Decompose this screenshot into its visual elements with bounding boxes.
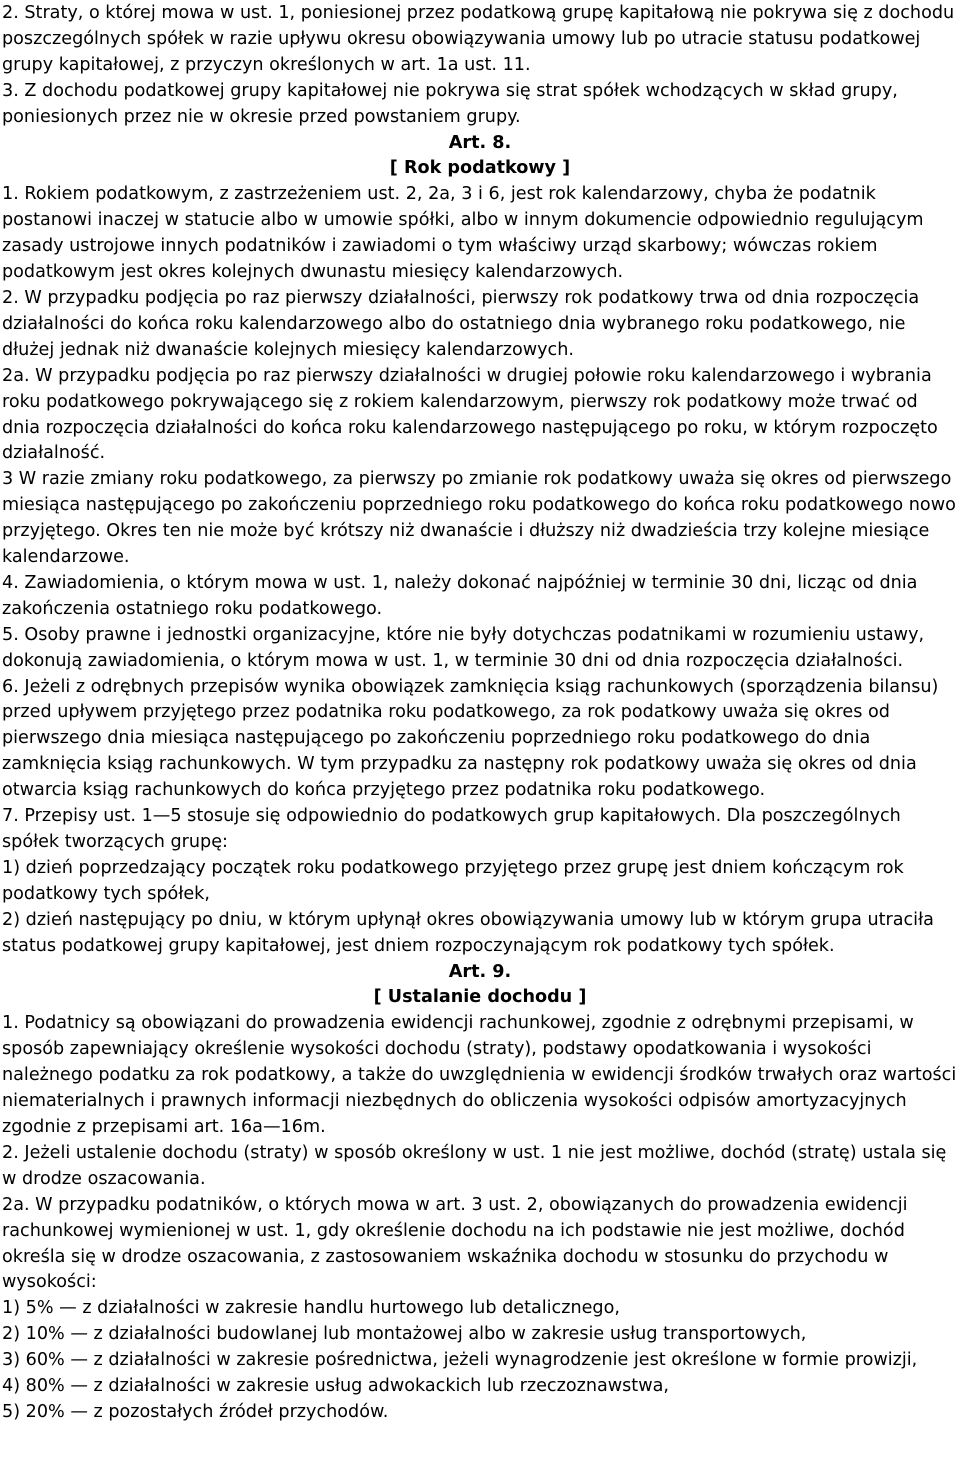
- list-item-art9-pkt2: 2) 10% — z działalności budowlanej lub montażowej albo w zakresie usług transportowych,: [2, 1324, 807, 1345]
- paragraph-art8-ust7: 7. Przepisy ust. 1—5 stosuje się odpowiednio do podatkowych grup kapitałowych. Dla poszczególnych spółek tworzących grupę:: [2, 806, 901, 852]
- paragraph-art8-ust1: 1. Rokiem podatkowym, z zastrzeżeniem ust. 2, 2a, 3 i 6, jest rok kalendarzowy, chyba że podatnik postanowi inaczej w statucie albo w umowie spółki, albo w innym dokumencie odpowiednio regulującym zasady ustrojowe innych podatników i zawiadomi o tym właściwy urząd skarbowy; wówczas rokiem podatkowym jest okres kolejnych dwunastu miesięcy kalendarzowych.: [2, 184, 924, 283]
- paragraph-art8-ust6: 6. Jeżeli z odrębnych przepisów wynika obowiązek zamknięcia ksiąg rachunkowych (sporządzenia bilansu) przed upływem przyjętego przez podatnika roku podatkowego, za rok podatkowy uważa się okres od pierwszego dnia miesiąca następującego po zakończeniu poprzedniego roku podatkowego do dnia zamknięcia ksiąg rachunkowych. W tym przypadku za następny rok podatkowy uważa się okres od dnia otwarcia ksiąg rachunkowych do końca przyjętego przez podatnika roku podatkowego.: [2, 676, 939, 801]
- list-item-art9-pkt3: 3) 60% — z działalności w zakresie pośrednictwa, jeżeli wynagrodzenie jest określone w formie prowizji,: [2, 1350, 918, 1371]
- paragraph-art8-ust3: 3 W razie zmiany roku podatkowego, za pierwszy po zmianie rok podatkowy uważa się okres od pierwszego miesiąca następującego po zakończeniu poprzedniego roku podatkowego do końca roku podatkowego nowo przyjętego. Okres ten nie może być krótszy niż dwanaście i dłuższy niż dwadzieścia trzy kolejne miesiące kalendarzowe.: [2, 469, 956, 568]
- article-title-ustalanie-dochodu: [ Ustalanie dochodu ]: [373, 987, 587, 1008]
- paragraph-art9-ust2: 2. Jeżeli ustalenie dochodu (straty) w sposób określony w ust. 1 nie jest możliwe, dochód (stratę) ustala się w drodze oszacowania.: [2, 1142, 947, 1189]
- paragraph-art8-ust2a: 2a. W przypadku podjęcia po raz pierwszy działalności w drugiej połowie roku kalendarzowego i wybrania roku podatkowego pokrywającego się z rokiem kalendarzowym, pierwszy rok podatkowy może trwać od dnia rozpoczęcia działalności do końca roku kalendarzowego następującego po roku, w którym rozpoczęto działalność.: [2, 365, 938, 464]
- list-item-art9-pkt4: 4) 80% — z działalności w zakresie usług adwokackich lub rzeczoznawstwa,: [2, 1376, 669, 1397]
- article-heading-art9: Art. 9.: [448, 961, 512, 982]
- paragraph-art9-ust1: 1. Podatnicy są obowiązani do prowadzenia ewidencji rachunkowej, zgodnie z odrębnymi przepisami, w sposób zapewniający określenie wysokości dochodu (straty), podstawy opodatkowania i wysokości należnego podatku za rok podatkowy, a także do uwzględnienia w ewidencji środków trwałych oraz wartości niematerialnych i prawnych informacji niezbędnych do obliczenia wysokości odpisów amortyzacyjnych zgodnie z przepisami art. 16a—16m.: [2, 1013, 957, 1137]
- paragraph-art8-ust2: 2. W przypadku podjęcia po raz pierwszy działalności, pierwszy rok podatkowy trwa od dnia rozpoczęcia działalności do końca roku kalendarzowego albo do ostatniego dnia wybranego roku podatkowego, nie dłużej jednak niż dwanaście kolejnych miesięcy kalendarzowych.: [2, 287, 920, 360]
- list-item-art8-ust7-pkt2: 2) dzień następujący po dniu, w którym upłynął okres obowiązywania umowy lub w którym grupa utraciła status podatkowej grupy kapitałowej, jest dniem rozpoczynającym rok podatkowy tych spółek.: [2, 909, 934, 956]
- article-heading-art8: Art. 8.: [448, 132, 512, 153]
- list-item-art8-ust7-pkt1: 1) dzień poprzedzający początek roku podatkowego przyjętego przez grupę jest dniem kończącym rok podatkowy tych spółek,: [2, 857, 904, 904]
- paragraph-art9-ust2a: 2a. W przypadku podatników, o których mowa w art. 3 ust. 2, obowiązanych do prowadzenia ewidencji rachunkowej wymienionej w ust. 1, gdy określenie dochodu na ich podstawie nie jest możliwe, dochód określa się w drodze oszacowania, z zastosowaniem wskaźnika dochodu w stosunku do przychodu w wysokości:: [2, 1194, 908, 1293]
- document-page: [2, 0, 958, 1426]
- article-title-rok-podatkowy: [ Rok podatkowy ]: [389, 158, 571, 179]
- list-item-art9-pkt1: 1) 5% — z działalności w zakresie handlu hurtowego lub detalicznego,: [2, 1298, 620, 1319]
- paragraph-art8-ust5: 5. Osoby prawne i jednostki organizacyjne, które nie były dotychczas podatnikami w rozumieniu ustawy, dokonują zawiadomienia, o którym mowa w ust. 1, w terminie 30 dni od dnia rozpoczęcia działalności.: [2, 624, 925, 671]
- list-item-art9-pkt5: 5) 20% — z pozostałych źródeł przychodów.: [2, 1401, 389, 1422]
- paragraph-art8-ust4: 4. Zawiadomienia, o którym mowa w ust. 1, należy dokonać najpóźniej w terminie 30 dni, licząc od dnia zakończenia ostatniego roku podatkowego.: [2, 572, 918, 619]
- paragraph-art7-ust3: 3. Z dochodu podatkowej grupy kapitałowej nie pokrywa się strat spółek wchodzących w skład grupy, poniesionych przez nie w okresie przed powstaniem grupy.: [2, 80, 898, 127]
- paragraph-art7-ust2: 2. Straty, o której mowa w ust. 1, poniesionej przez podatkową grupę kapitałową nie pokrywa się z dochodu poszczególnych spółek w razie upływu okresu obowiązywania umowy lub po utracie statusu podatkowej grupy kapitałowej, z przyczyn określonych w art. 1a ust. 11.: [2, 3, 955, 75]
